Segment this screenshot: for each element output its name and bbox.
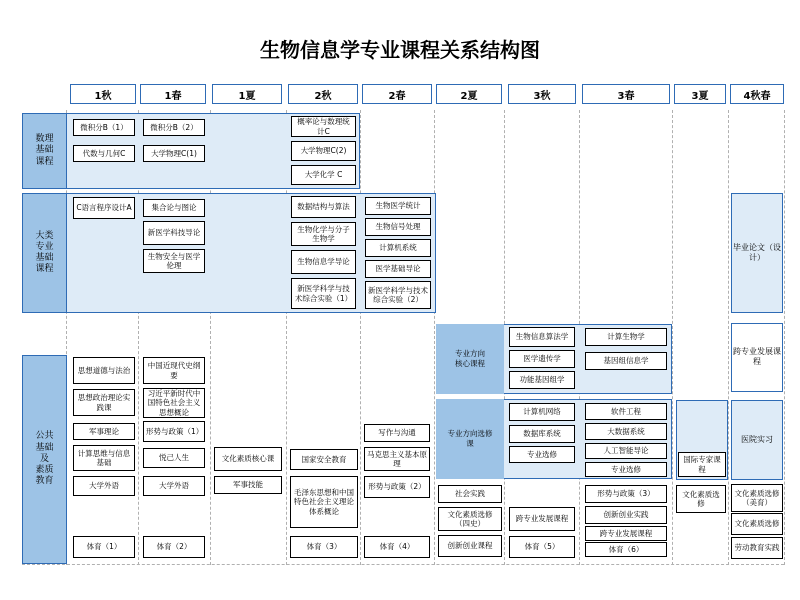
course-culture-history: 文化素质选修（四史） [438,507,502,531]
header-1-summer: 1夏 [212,84,282,104]
course-biosafety: 生物安全与医学伦理 [143,249,205,273]
course-pe-1: 体育（1） [73,536,135,558]
course-software-engineering: 软件工程 [585,403,667,420]
course-situation-policy-2: 形势与政策（2） [364,476,430,498]
course-new-medicine-lab-1: 新医学科学与技术综合实验（1） [291,278,356,309]
column-divider [672,110,673,565]
course-thesis: 毕业论文（设计） [733,242,781,262]
course-phys1: 大学物理C(1) [143,145,205,162]
course-computational-biology: 计算生物学 [585,328,667,346]
course-major-elective: 专业选修 [509,446,575,463]
course-medical-genetics: 医学遗传学 [509,350,575,368]
course-bioinfo-algorithms: 生物信息算法学 [509,327,575,347]
course-situation-policy-1: 形势与政策（1） [143,421,205,442]
header-3-autumn: 3秋 [508,84,576,104]
category-math: 数理 基础 课程 [22,113,67,189]
course-writing: 写作与沟通 [364,424,430,442]
header-1-autumn: 1秋 [70,84,136,104]
header-2-spring: 2春 [362,84,432,104]
header-2-autumn: 2秋 [288,84,358,104]
category-elective: 专业方向选修 课 [436,399,504,479]
header-3-summer: 3夏 [674,84,726,104]
course-marxism: 马克思主义基本原理 [364,447,430,471]
course-military-skills: 军事技能 [214,476,282,494]
course-mao-thought: 毛泽东思想和中国特色社会主义理论体系概论 [290,476,358,528]
course-computational-thinking: 计算思维与信息基础 [73,445,135,471]
category-major-foundation: 大类 专业 基础 课程 [22,193,67,313]
course-biochemistry: 生物化学与分子生物学 [291,222,356,246]
course-english-2: 大学外语 [143,476,205,496]
course-database-systems: 数据库系统 [509,425,575,443]
course-pe-6: 体育（6） [585,542,667,557]
course-chemistry: 大学化学 C [291,165,356,185]
course-medical-basics: 医学基础导论 [365,260,431,278]
course-culture-core: 文化素质核心课 [214,447,282,471]
course-bioinformatics-intro: 生物信息学导论 [291,250,356,274]
diagram-title: 生物信息学专业课程关系结构图 [260,38,540,62]
course-culture-aesthetic: 文化素质选修（美育） [731,484,783,512]
course-biosignal-processing: 生物信号处理 [365,218,431,236]
course-national-security: 国家安全教育 [290,449,358,470]
category-public: 公共 基础 及 素质 教育 [22,355,67,564]
course-international-expert: 国际专家课程 [678,452,726,477]
header-1-spring: 1春 [140,84,206,104]
course-computer-network: 计算机网络 [509,403,575,421]
course-military-theory: 军事理论 [73,423,135,440]
course-calc1: 微积分B（1） [73,119,135,136]
header-2-summer: 2夏 [436,84,502,104]
column-divider [360,110,361,565]
course-new-medicine-lab-2: 新医学科学与技术综合实验（2） [365,281,431,309]
column-divider [434,110,435,565]
course-cross-major-3: 跨专业发展课程 [585,526,667,541]
course-self-joy: 悦己人生 [143,448,205,468]
course-set-theory: 集合论与图论 [143,199,205,217]
course-cross-major-2: 跨专业发展课程 [509,507,575,531]
course-innovation-practice: 创新创业实践 [585,506,667,524]
course-c-programming: C语言程序设计A [73,197,135,219]
course-pe-2: 体育（2） [143,536,205,558]
course-hospital-internship: 医院实习 [741,434,773,444]
course-genome-informatics: 基因组信息学 [585,352,667,370]
course-phys2: 大学物理C(2) [291,141,356,161]
course-social-practice: 社会实践 [438,485,502,503]
course-calc2: 微积分B（2） [143,119,205,136]
course-politics-practice: 思想政治理论实践课 [73,389,135,416]
course-computer-systems: 计算机系统 [365,239,431,257]
course-xi-thought: 习近平新时代中国特色社会主义思想概论 [143,388,205,418]
course-modern-history: 中国近现代史纲要 [143,357,205,384]
course-algebra: 代数与几何C [73,145,135,162]
course-innovation: 创新创业课程 [438,535,502,557]
course-major-elective-2: 专业选修 [585,462,667,477]
course-biomedical-statistics: 生物医学统计 [365,197,431,215]
column-divider [784,110,785,565]
course-culture-elective: 文化素质选修 [676,485,726,513]
column-divider [728,110,729,565]
course-new-medicine-intro: 新医学科技导论 [143,221,205,245]
course-pe-3: 体育（3） [290,536,358,558]
bottom-divider [22,564,784,565]
course-culture-elective-2: 文化素质选修 [731,513,783,535]
course-pe-4: 体育（4） [364,536,430,558]
course-data-structures: 数据结构与算法 [291,196,356,218]
header-4-autumn-spring: 4秋春 [730,84,784,104]
course-labor-practice: 劳动教育实践 [731,537,783,559]
course-functional-genomics: 功能基因组学 [509,371,575,389]
course-cross-major: 跨专业发展课程 [733,346,781,366]
course-pe-5: 体育（5） [509,536,575,558]
course-big-data: 大数据系统 [585,423,667,440]
course-ai-intro: 人工智能导论 [585,443,667,459]
course-probability: 概率论与数理统计C [291,116,356,137]
course-situation-policy-3: 形势与政策（3） [585,485,667,503]
course-morality-law: 思想道德与法治 [73,357,135,384]
course-english-1: 大学外语 [73,476,135,496]
header-3-spring: 3春 [582,84,670,104]
category-core: 专业方向 核心课程 [436,324,504,394]
